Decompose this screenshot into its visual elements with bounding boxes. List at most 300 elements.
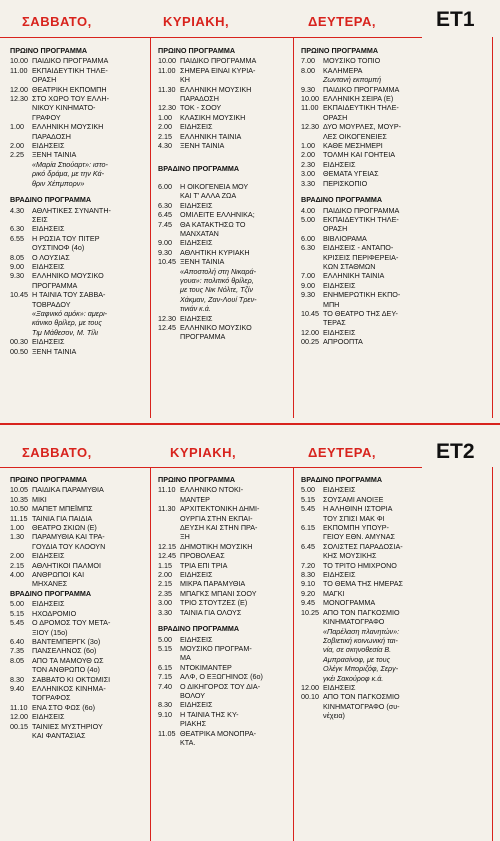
program-title-continued: ΓΟΥΔΙΑ ΤΟΥ ΚΛΟΟΥΝ [32,541,106,551]
program-title: ΔΗΜΟΤΙΚΗ ΜΟΥΣΙΚΗ [180,541,253,551]
program-row [301,504,436,513]
program-title: ΘΕΑΤΡΙΚΑ ΜΟΝΟΠΡΑ- [180,728,257,738]
program-row [301,169,436,178]
program-row [158,644,290,653]
program-time: 5.45 [301,504,315,514]
program-row [158,551,290,560]
program-title-continued: ΝΙΚΟΥ ΚΙΝΗΜΑΤΟ- [32,103,96,113]
et2-col-divider-2 [293,467,294,841]
program-time: 5.00 [301,485,315,495]
program-time: 3.30 [301,178,315,188]
program-title: ΕΙΔΗΣΕΙΣ [180,238,213,248]
program-title-continued: ΠΑΡΑΔΟΣΗ [180,94,219,104]
program-row [10,523,147,532]
program-row [301,485,436,494]
program-title: ΕΙΔΗΣΕΙΣ [32,551,65,561]
program-row [10,618,147,627]
et1-section [0,0,500,418]
program-note: Χάκμαν, Ζαν-Λουί Τρεν- [180,294,257,304]
program-row [301,290,436,299]
program-time: 6.30 [301,243,315,253]
program-row [158,598,290,607]
program-note: θριν Χέπμπορν» [32,178,85,188]
program-row [10,271,147,280]
program-title: Η ΟΙΚΟΓΕΝΕΙΑ ΜΟΥ [180,181,249,191]
program-row [301,692,436,701]
program-time: 10.35 [10,494,28,504]
program-title-continued: ΒΟΛΟΥ [180,690,206,700]
program-time: 10.00 [301,94,319,104]
program-title-continued: ΣΕΙΣ [32,214,48,224]
program-row [10,656,147,665]
program-time: 5.00 [301,214,315,224]
program-title: ΕΙΔΗΣΕΙΣ [323,682,356,692]
program-title: ΣΤΟ ΧΩΡΟ ΤΟΥ ΕΛΛΗ- [32,94,109,104]
program-row [301,234,436,243]
et1-sunday-column [158,46,290,418]
section-heading: ΠΡΩΙΝΟ ΠΡΟΓΡΑΜΜΑ [158,46,236,55]
et1-day-monday: ΔΕΥΤΕΡΑ, [308,14,377,29]
program-title: ΑΠΟ ΤΑ ΜΑΜΟΥΘ ΩΣ [32,655,104,665]
program-title: ΕΛΛΗΝΙΚΗ ΜΟΥΣΙΚΗ [32,122,104,132]
program-title-continued: ΠΡΟΓΡΑΜΜΑ [180,332,226,342]
program-title-continued: ΚΗ [180,75,190,85]
program-title: ΟΜΙΛΕΙΤΕ ΕΛΛΗΝΙΚΑ; [180,210,255,220]
program-title-continued: ΚΤΑ. [180,737,196,747]
program-time: 00.15 [10,721,28,731]
program-row [158,700,290,709]
program-row [10,514,147,523]
program-title: ΕΚΠΟΜΠΗ ΥΠΟΥΡ- [323,523,389,533]
section-heading: ΒΡΑΔΙΝΟ ΠΡΟΓΡΑΜΜΑ [301,475,383,484]
program-title: ΠΑΙΔΙΚΟ ΠΡΟΓΡΑΜΜΑ [32,56,109,66]
spacer [158,617,290,624]
program-note: «Ξαφνικό αμόκ»: αμερι- [32,308,108,318]
program-title: ΣΗΜΕΡΑ ΕΙΝΑΙ ΚΥΡΙΑ- [180,65,256,75]
program-time: 2.25 [10,150,24,160]
program-row [158,608,290,617]
program-row [10,206,147,215]
program-time: 9.30 [301,290,315,300]
program-note: Σοβιετική κοινωνική ται- [323,635,398,645]
program-time: 1.00 [10,523,24,533]
program-title: ΕΙΔΗΣΕΙΣ [323,485,356,495]
program-title: ΠΑΙΔΙΚΟ ΠΡΟΓΡΑΜΜΑ [180,56,257,66]
program-title: ΠΑΙΔΙΚΟ ΠΡΟΓΡΑΜΜΑ [323,205,400,215]
program-title: ΠΑΙΔΙΚΟ ΠΡΟΓΡΑΜΜΑ [323,84,400,94]
program-time: 9.30 [10,271,24,281]
program-time: 5.15 [301,494,315,504]
program-note: Ζωντανή εκπομπή [323,75,382,85]
et1-channel-label: ET1 [436,8,475,31]
program-title: Η ΤΑΙΝΙΑ ΤΗΣ ΚΥ- [180,709,239,719]
program-row [158,103,290,112]
program-row [301,281,436,290]
program-title-continued: ΚΑΙ ΦΑΝΤΑΣΙΑΣ [32,730,86,740]
program-title-continued: ΞΗ [180,532,190,542]
program-time: 4.30 [10,205,24,215]
et2-monday-column [301,475,436,837]
program-time: 1.00 [158,112,172,122]
program-time: 00.25 [301,337,319,347]
program-time: 12.45 [158,551,176,561]
program-title: ΔΥΟ ΜΟΥΡΛΕΣ, ΜΟΥΡ- [323,122,402,132]
program-row [10,253,147,262]
program-title: ΕΚΠΑΙΔΕΥΤΙΚΗ ΤΗΛΕ- [32,65,108,75]
program-title: ΣΑΒΒΑΤΟ ΚΙ ΟΚΤΩΜΙΣΙ [32,674,111,684]
program-time: 12.00 [301,682,319,692]
section-heading: ΒΡΑΔΙΝΟ ΠΡΟΓΡΑΜΜΑ [158,164,240,174]
program-row [10,532,147,541]
program-title: ΕΙΔΗΣΕΙΣ [180,122,213,132]
section-heading: ΒΡΑΔΙΝΟ ΠΡΟΓΡΑΜΜΑ [158,624,240,634]
program-row [158,485,290,494]
program-row [158,504,290,513]
program-row [10,234,147,243]
program-time: 9.45 [301,598,315,608]
program-title: ΣΟΛΙΣΤΕΣ ΠΑΡΑΔΟΣΙΑ- [323,541,403,551]
program-title-continued: ΜΗΧΑΝΕΣ [32,579,68,589]
program-title-continued: ΚΩΝ ΣΤΑΘΜΩΝ [323,261,376,271]
program-time: 8.30 [301,570,315,580]
program-title: ΘΑ ΚΑΤΑΚΤΗΣΩ ΤΟ [180,219,246,229]
et2-section [0,437,500,841]
program-row [10,684,147,693]
program-title: ΕΝΑ ΣΤΟ ΦΩΣ (6ο) [32,702,95,712]
program-time: 1.30 [10,532,24,542]
program-title: ΕΚΠΑΙΔΕΥΤΙΚΗ ΤΗΛΕ- [323,214,399,224]
program-note: τινιάν κ.ά. [180,304,211,314]
program-title: ΜΟΥΣΙΚΟ ΤΟΠΙΟ [323,56,381,66]
program-time: 6.40 [10,636,24,646]
program-row [158,589,290,598]
program-row [158,682,290,691]
program-row [10,495,147,504]
program-time: 9.10 [301,579,315,589]
program-title: ΤΡΙΟ ΣΤΟΥΤΖΕΣ (Ε) [180,598,248,608]
program-row [10,609,147,618]
program-time: 5.00 [10,599,24,609]
program-row [10,485,147,494]
program-time: 8.05 [10,655,24,665]
program-title-continued: ΔΕΥΣΗ ΚΑΙ ΣΤΗΝ ΠΡΑ- [180,523,258,533]
program-title-continued: νέχεια) [323,711,345,721]
program-row [301,589,436,598]
program-title: ΠΑΡΑΜΥΘΙΑ ΚΑΙ ΤΡΑ- [32,532,105,542]
et1-saturday-column [10,46,147,418]
et1-col-divider-2 [293,37,294,418]
program-title-continued: ΤΟΝ ΑΝΘΡΩΠΟ (4ο) [32,665,100,675]
program-title-continued: ΟΡΑΣΗ [323,112,348,122]
program-time: 4.00 [301,205,315,215]
program-row [10,56,147,65]
program-time: 11.30 [158,504,176,514]
program-time: 8.05 [10,252,24,262]
program-time: 9.00 [158,238,172,248]
program-title: ΞΕΝΗ ΤΑΙΝΙΑ [32,150,77,160]
program-time: 9.30 [158,247,172,257]
program-row [10,637,147,646]
program-title: ΑΠΡΟΟΠΤΑ [323,337,363,347]
program-title: ΕΛΛΗΝΙΚΟ ΜΟΥΣΙΚΟ [32,271,104,281]
program-row [10,675,147,684]
program-time: 2.00 [10,551,24,561]
program-time: 6.15 [158,662,172,672]
program-time: 12.30 [301,122,319,132]
program-title: ΠΑΙΔΙΚΑ ΠΑΡΑΜΥΘΙΑ [32,485,104,495]
program-title: ΠΕΡΙΣΚΟΠΙΟ [323,178,368,188]
program-note: Ολέγκ Μποριζόφ, Σεργ- [323,664,399,674]
program-row [10,703,147,712]
program-title: Η ΑΛΗΘΙΝΗ ΙΣΤΟΡΙΑ [323,504,393,514]
program-time: 7.20 [301,560,315,570]
program-row [10,262,147,271]
program-row [301,122,436,131]
program-title: ΕΙΔΗΣΕΙΣ [32,599,65,609]
program-title-continued: ΟΥΡΓΙΑ ΣΤΗΝ ΕΚΠΑΙ- [180,513,253,523]
section-heading: ΠΡΩΙΝΟ ΠΡΟΓΡΑΜΜΑ [158,475,236,484]
program-time: 1.00 [301,141,315,151]
program-time: 4.30 [158,141,172,151]
program-time: 6.00 [158,181,172,191]
program-row [158,113,290,122]
program-title: ΒΑΝΤΕΜΠΕΡΓΚ (3ο) [32,636,101,646]
program-row [158,710,290,719]
program-row [158,561,290,570]
program-row [158,132,290,141]
program-time: 3.30 [158,607,172,617]
program-row [301,94,436,103]
program-row [158,220,290,229]
program-time: 6.15 [301,523,315,533]
program-title: ΕΙΔΗΣΕΙΣ [180,634,213,644]
program-title: ΜΟΥΣΙΚΟ ΠΡΟΓΡΑΜ- [180,643,252,653]
program-time: 9.00 [301,280,315,290]
program-time: 11.30 [158,84,176,94]
program-title-continued: ΡΙΑΚΗΣ [180,719,207,729]
et2-saturday-column [10,475,147,837]
program-row [301,215,436,224]
program-title: Ο ΔΡΟΜΟΣ ΤΟΥ ΜΕΤΑ- [32,618,111,628]
program-time: 2.15 [158,131,172,141]
program-title: ΗΧΟΔΡΟΜΙΟ [32,608,77,618]
spacer [158,157,290,164]
program-title: ΝΤΟΚΙΜΑΝΤΕΡ [180,662,232,672]
program-title-continued: ΟΡΑΣΗ [32,75,57,85]
program-note: γουα»: πολιτικό θρίλερ, [180,275,254,285]
program-title: ΤΑΙΝΙΕΣ ΜΥΣΤΗΡΙΟΥ [32,721,103,731]
program-row [301,542,436,551]
program-time: 7.45 [158,219,172,229]
program-row [301,150,436,159]
program-title: ΜΟΝΟΓΡΑΜΜΑ [323,598,376,608]
program-title: ΕΙΔΗΣΕΙΣ [180,313,213,323]
et1-right-rule [492,37,493,418]
program-title-continued: ΜΠΗ [323,299,340,309]
program-note: με τους Νικ Νόλτε, Τζίν [180,285,253,295]
program-time: 11.10 [158,485,176,495]
program-row [158,635,290,644]
program-time: 3.00 [301,169,315,179]
program-row [301,160,436,169]
program-row [301,56,436,65]
program-title: ΕΛΛΗΝΙΚΟΣ ΚΙΝΗΜΑ- [32,683,106,693]
program-title-continued: ΓΡΑΦΟΥ [32,112,61,122]
program-title: ΕΙΔΗΣΕΙΣ [32,712,65,722]
program-row [301,598,436,607]
program-time: 10.50 [10,504,28,514]
program-time: 12.15 [158,541,176,551]
program-row [10,94,147,103]
program-time: 9.40 [10,683,24,693]
program-row [10,347,147,356]
program-title: ΕΙΔΗΣΕΙΣ [32,224,65,234]
program-row [158,201,290,210]
program-title: ΜΠΑΓΚΣ ΜΠΑΝΙ ΣΟΟΥ [180,588,257,598]
program-time: 2.15 [10,560,24,570]
program-row [301,608,436,617]
program-title: ΜΙΚΙ [32,494,47,504]
et1-col-divider-1 [150,37,151,418]
section-separator [0,423,500,425]
program-time: 7.00 [301,271,315,281]
program-time: 2.15 [158,579,172,589]
program-note: «Παρέλαση πλανητών»: [323,626,400,636]
program-time: 7.35 [10,646,24,656]
program-title-continued: ΚΑΙ Τ' ΑΛΛΑ ΖΩΑ [180,191,237,201]
program-row [301,495,436,504]
program-title: Ο ΛΟΥΣΙΑΣ [32,252,70,262]
program-time: 5.00 [158,634,172,644]
program-title-continued: ΜΑ [180,653,191,663]
program-row [158,663,290,672]
program-row [301,103,436,112]
program-time: 1.00 [10,122,24,132]
program-row [158,122,290,131]
program-time: 10.05 [10,485,28,495]
program-time: 3.00 [158,598,172,608]
program-note: «Μαρία Στιούαρτ»: ιστο- [32,159,108,169]
program-title-continued: ΜΑΝΤΕΡ [180,494,210,504]
program-time: 9.00 [10,261,24,271]
program-row [158,182,290,191]
program-title: ΚΑΘΕ ΜΕΣΗΜΕΡΙ [323,141,383,151]
program-title: ΒΙΒΛΙΟΡΑΜΑ [323,233,367,243]
program-title-continued: ΤΕΡΑΣ [323,318,346,328]
program-title: ΕΙΔΗΣΕΙΣ [323,159,356,169]
program-title-continued: ΓΕΙΟΥ ΕΘΝ. ΑΜΥΝΑΣ [323,532,395,542]
program-row [10,599,147,608]
program-time: 6.45 [158,210,172,220]
program-title: ΕΙΔΗΣΕΙΣ [323,280,356,290]
spacer [158,150,290,157]
program-title-continued: ΚΗΣ ΜΟΥΣΙΚΗΣ [323,551,377,561]
program-title: ΜΑΓΚΙ [323,588,345,598]
et1-monday-column [301,46,436,418]
program-time: 8.00 [301,65,315,75]
program-time: 1.15 [158,560,172,570]
program-title: ΑΡΧΙΤΕΚΤΟΝΙΚΗ ΔΗΜΙ- [180,504,260,514]
program-time: 7.40 [158,681,172,691]
program-row [10,85,147,94]
program-time: 12.30 [10,94,28,104]
program-title: ΕΙΔΗΣΕΙΣ [180,700,213,710]
program-title-continued: ΤΟΓΡΑΦΟΣ [32,693,71,703]
program-time: 11.00 [158,65,176,75]
program-row [10,150,147,159]
program-title: ΕΙΔΗΣΕΙΣ [32,141,65,151]
program-row [10,224,147,233]
program-time: 4.00 [10,570,24,580]
program-note: Αμπρασίνοφ, με τους [323,654,391,664]
program-title: ΕΙΔΗΣΕΙΣ [180,570,213,580]
et2-col-divider-1 [150,467,151,841]
program-row [10,722,147,731]
program-time: 6.45 [301,541,315,551]
program-title-continued: ΟΡΑΣΗ [323,224,348,234]
program-time: 8.30 [10,674,24,684]
program-title: ΤΟ ΘΕΑΤΡΟ ΤΗΣ ΔΕΥ- [323,308,398,318]
program-time: 12.00 [10,712,28,722]
spacer [158,175,290,182]
section-heading: ΠΡΩΙΝΟ ΠΡΟΓΡΑΜΜΑ [301,46,379,55]
program-time: 10.25 [301,607,319,617]
program-row [158,238,290,247]
program-time: 12.00 [10,84,28,94]
program-row [158,570,290,579]
program-row [158,85,290,94]
program-title: ΞΕΝΗ ΤΑΙΝΙΑ [180,257,225,267]
program-note: νία, σε σκηνοθεσία Β. [323,645,392,655]
program-title: ΘΕΑΤΡΙΚΗ ΕΚΠΟΜΠΗ [32,84,107,94]
program-title: ΘΕΑΤΡΟ ΣΚΙΩΝ (Ε) [32,523,97,533]
program-time: 6.55 [10,233,24,243]
program-time: 9.20 [301,588,315,598]
program-row [10,551,147,560]
program-row [10,337,147,346]
program-row [301,66,436,75]
program-row [301,523,436,532]
program-row [301,271,436,280]
program-time: 10.45 [301,308,319,318]
program-time: 10.00 [158,56,176,66]
program-time: 2.00 [158,122,172,132]
program-row [301,141,436,150]
section-heading: ΒΡΑΔΙΝΟ ΠΡΟΓΡΑΜΜΑ [10,195,92,205]
program-row [158,579,290,588]
program-time: 00.30 [10,337,28,347]
program-title: Ο ΔΙΚΗΓΟΡΟΣ ΤΟΥ ΔΙΑ- [180,681,261,691]
program-title-continued: ΞΙΟΥ (15ο) [32,627,68,637]
program-title: ΕΛΛΗΝΙΚΟ ΝΤΟΚΙ- [180,485,244,495]
program-title: Η ΡΩΣΙΑ ΤΟΥ ΠΙΤΕΡ [32,233,100,243]
program-row [10,504,147,513]
section-heading: ΠΡΩΙΝΟ ΠΡΟΓΡΑΜΜΑ [10,46,88,55]
program-title-continued: ΚΙΝΗΜΑΤΟΓΡΑΦΟ (συ- [323,701,400,711]
program-title: ΤΟ ΤΡΙΤΟ ΗΜΙΧΡΟΝΟ [323,560,397,570]
program-row [301,309,436,318]
et2-day-saturday: ΣΑΒΒΑΤΟ, [22,445,92,460]
program-title: ΚΑΛΗΜΕΡΑ [323,65,363,75]
program-time: 00.50 [10,346,28,356]
program-title: ΞΕΝΗ ΤΑΙΝΙΑ [180,141,225,151]
program-row [301,683,436,692]
et2-day-sunday: ΚΥΡΙΑΚΗ, [170,445,237,460]
program-time: 2.00 [158,570,172,580]
program-title: ΑΠΟ ΤΟΝ ΠΑΓΚΟΣΜΙΟ [323,607,400,617]
program-row [301,206,436,215]
program-row [10,290,147,299]
